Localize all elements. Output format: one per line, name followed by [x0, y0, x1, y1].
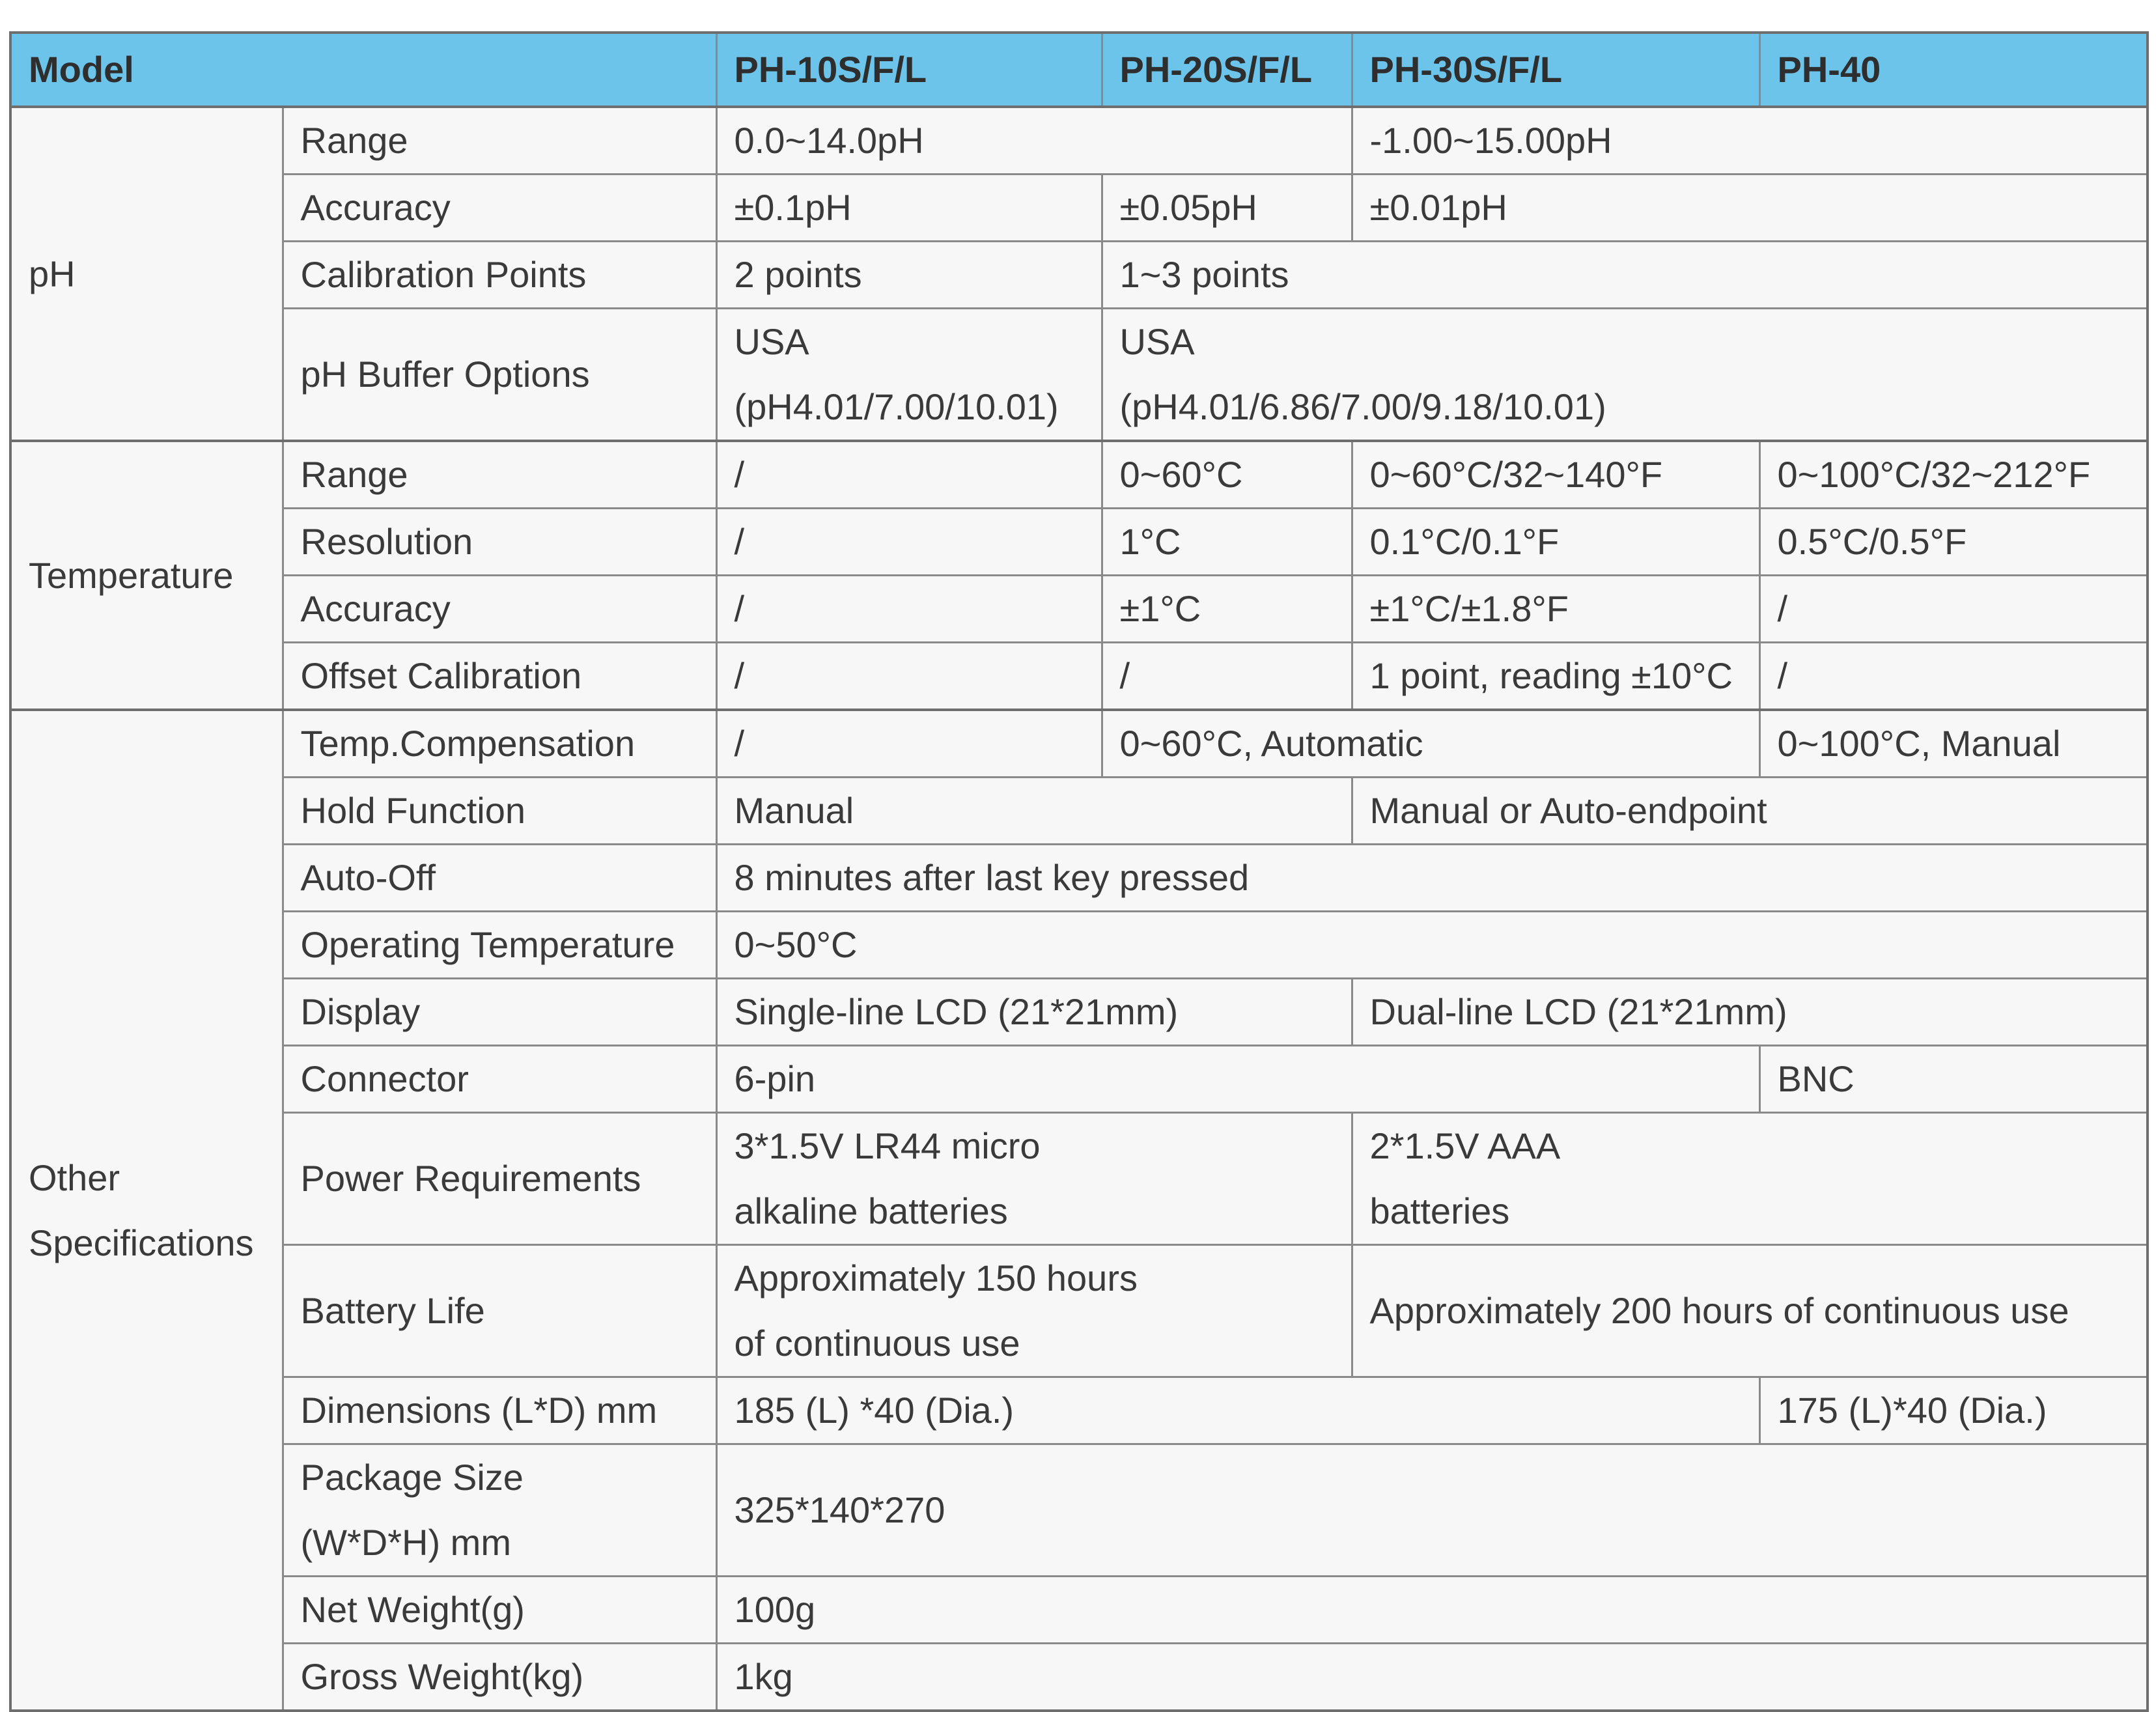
group-other-specifications	[10, 710, 283, 1711]
row-label: Accuracy	[283, 576, 716, 643]
table-row	[10, 509, 2148, 576]
cell: Manual or Auto-endpoint	[1352, 778, 2148, 845]
table-row	[10, 1113, 2148, 1245]
row-label: Range	[283, 107, 716, 175]
cell: 175 (L)*40 (Dia.)	[1759, 1377, 2148, 1444]
table-row	[10, 309, 2148, 442]
cell-line: Approximately 150 hours	[734, 1257, 1138, 1298]
header-ph30: PH-30S/F/L	[1352, 33, 1759, 107]
cell: Single-line LCD (21*21mm)	[716, 979, 1352, 1046]
cell: 6-pin	[716, 1046, 1759, 1113]
cell: ±0.05pH	[1102, 175, 1352, 242]
cell	[1102, 309, 2148, 442]
cell: /	[1759, 576, 2148, 643]
row-label: pH Buffer Options	[283, 309, 716, 442]
cell: 185 (L) *40 (Dia.)	[716, 1377, 1759, 1444]
cell: 0.1°C/0.1°F	[1352, 509, 1759, 576]
table-row	[10, 1444, 2148, 1577]
cell	[716, 1245, 1352, 1377]
cell-line: 2*1.5V AAA	[1369, 1125, 1561, 1166]
cell: /	[716, 710, 1102, 778]
row-label: Dimensions (L*D) mm	[283, 1377, 716, 1444]
cell	[716, 309, 1102, 442]
cell: ±1°C/±1.8°F	[1352, 576, 1759, 643]
row-label: Temp.Compensation	[283, 710, 716, 778]
row-label: Hold Function	[283, 778, 716, 845]
cell-line: USA	[1119, 321, 1195, 362]
cell-line: 3*1.5V LR44 micro	[734, 1125, 1041, 1166]
cell: /	[716, 576, 1102, 643]
row-label: Power Requirements	[283, 1113, 716, 1245]
group-ph: pH	[10, 107, 283, 441]
cell-line: (pH4.01/7.00/10.01)	[734, 386, 1059, 427]
cell: ±0.1pH	[716, 175, 1102, 242]
row-label: Connector	[283, 1046, 716, 1113]
cell: 8 minutes after last key pressed	[716, 845, 2148, 912]
header-ph10: PH-10S/F/L	[716, 33, 1102, 107]
cell: /	[716, 441, 1102, 509]
row-label: Accuracy	[283, 175, 716, 242]
cell: 1°C	[1102, 509, 1352, 576]
cell: 0~60°C	[1102, 441, 1352, 509]
cell: 100g	[716, 1577, 2148, 1644]
cell: 0~60°C/32~140°F	[1352, 441, 1759, 509]
cell-line: batteries	[1369, 1190, 1510, 1231]
cell: 1kg	[716, 1644, 2148, 1711]
row-label: Range	[283, 441, 716, 509]
row-label: Gross Weight(kg)	[283, 1644, 716, 1711]
table-row	[10, 1377, 2148, 1444]
cell: 1~3 points	[1102, 242, 2148, 309]
table-row	[10, 912, 2148, 979]
table-row	[10, 710, 2148, 778]
row-label-line: Package Size	[300, 1457, 524, 1498]
table-row	[10, 1644, 2148, 1711]
header-model: Model	[10, 33, 716, 107]
row-label-line: (W*D*H) mm	[300, 1522, 511, 1563]
cell: -1.00~15.00pH	[1352, 107, 2148, 175]
cell: 0~50°C	[716, 912, 2148, 979]
cell-line: USA	[734, 321, 809, 362]
cell: /	[1759, 643, 2148, 710]
table-row	[10, 242, 2148, 309]
group-temperature: Temperature	[10, 441, 283, 710]
cell: 2 points	[716, 242, 1102, 309]
table-row	[10, 1046, 2148, 1113]
cell: 1 point, reading ±10°C	[1352, 643, 1759, 710]
header-ph40: PH-40	[1759, 33, 2148, 107]
cell: /	[716, 643, 1102, 710]
table-row	[10, 1245, 2148, 1377]
cell: 0.0~14.0pH	[716, 107, 1352, 175]
table-row	[10, 441, 2148, 509]
cell: 0~60°C, Automatic	[1102, 710, 1759, 778]
cell: Dual-line LCD (21*21mm)	[1352, 979, 2148, 1046]
group-label-line: Specifications	[29, 1222, 254, 1263]
row-label: Resolution	[283, 509, 716, 576]
cell	[716, 1113, 1352, 1245]
spec-table	[9, 31, 2149, 1712]
table-row	[10, 845, 2148, 912]
group-label-line: Other	[29, 1157, 120, 1198]
row-label: Display	[283, 979, 716, 1046]
cell	[1352, 1113, 2148, 1245]
cell: ±1°C	[1102, 576, 1352, 643]
cell: 0.5°C/0.5°F	[1759, 509, 2148, 576]
row-label	[283, 1444, 716, 1577]
cell: BNC	[1759, 1046, 2148, 1113]
table-row	[10, 175, 2148, 242]
row-label: Calibration Points	[283, 242, 716, 309]
table-row	[10, 643, 2148, 710]
cell: Approximately 200 hours of continuous use	[1352, 1245, 2148, 1377]
table-row	[10, 576, 2148, 643]
cell: 0~100°C, Manual	[1759, 710, 2148, 778]
cell: /	[1102, 643, 1352, 710]
cell: /	[716, 509, 1102, 576]
cell: Manual	[716, 778, 1352, 845]
row-label: Operating Temperature	[283, 912, 716, 979]
header-row	[10, 33, 2148, 107]
cell-line: alkaline batteries	[734, 1190, 1008, 1231]
cell-line: of continuous use	[734, 1323, 1020, 1364]
table-row	[10, 979, 2148, 1046]
cell: 0~100°C/32~212°F	[1759, 441, 2148, 509]
cell: 325*140*270	[716, 1444, 2148, 1577]
row-label: Battery Life	[283, 1245, 716, 1377]
row-label: Offset Calibration	[283, 643, 716, 710]
table-row	[10, 1577, 2148, 1644]
row-label: Auto-Off	[283, 845, 716, 912]
table-row	[10, 107, 2148, 175]
cell-line: (pH4.01/6.86/7.00/9.18/10.01)	[1119, 386, 1606, 427]
header-ph20: PH-20S/F/L	[1102, 33, 1352, 107]
table-row	[10, 778, 2148, 845]
row-label: Net Weight(g)	[283, 1577, 716, 1644]
cell: ±0.01pH	[1352, 175, 2148, 242]
